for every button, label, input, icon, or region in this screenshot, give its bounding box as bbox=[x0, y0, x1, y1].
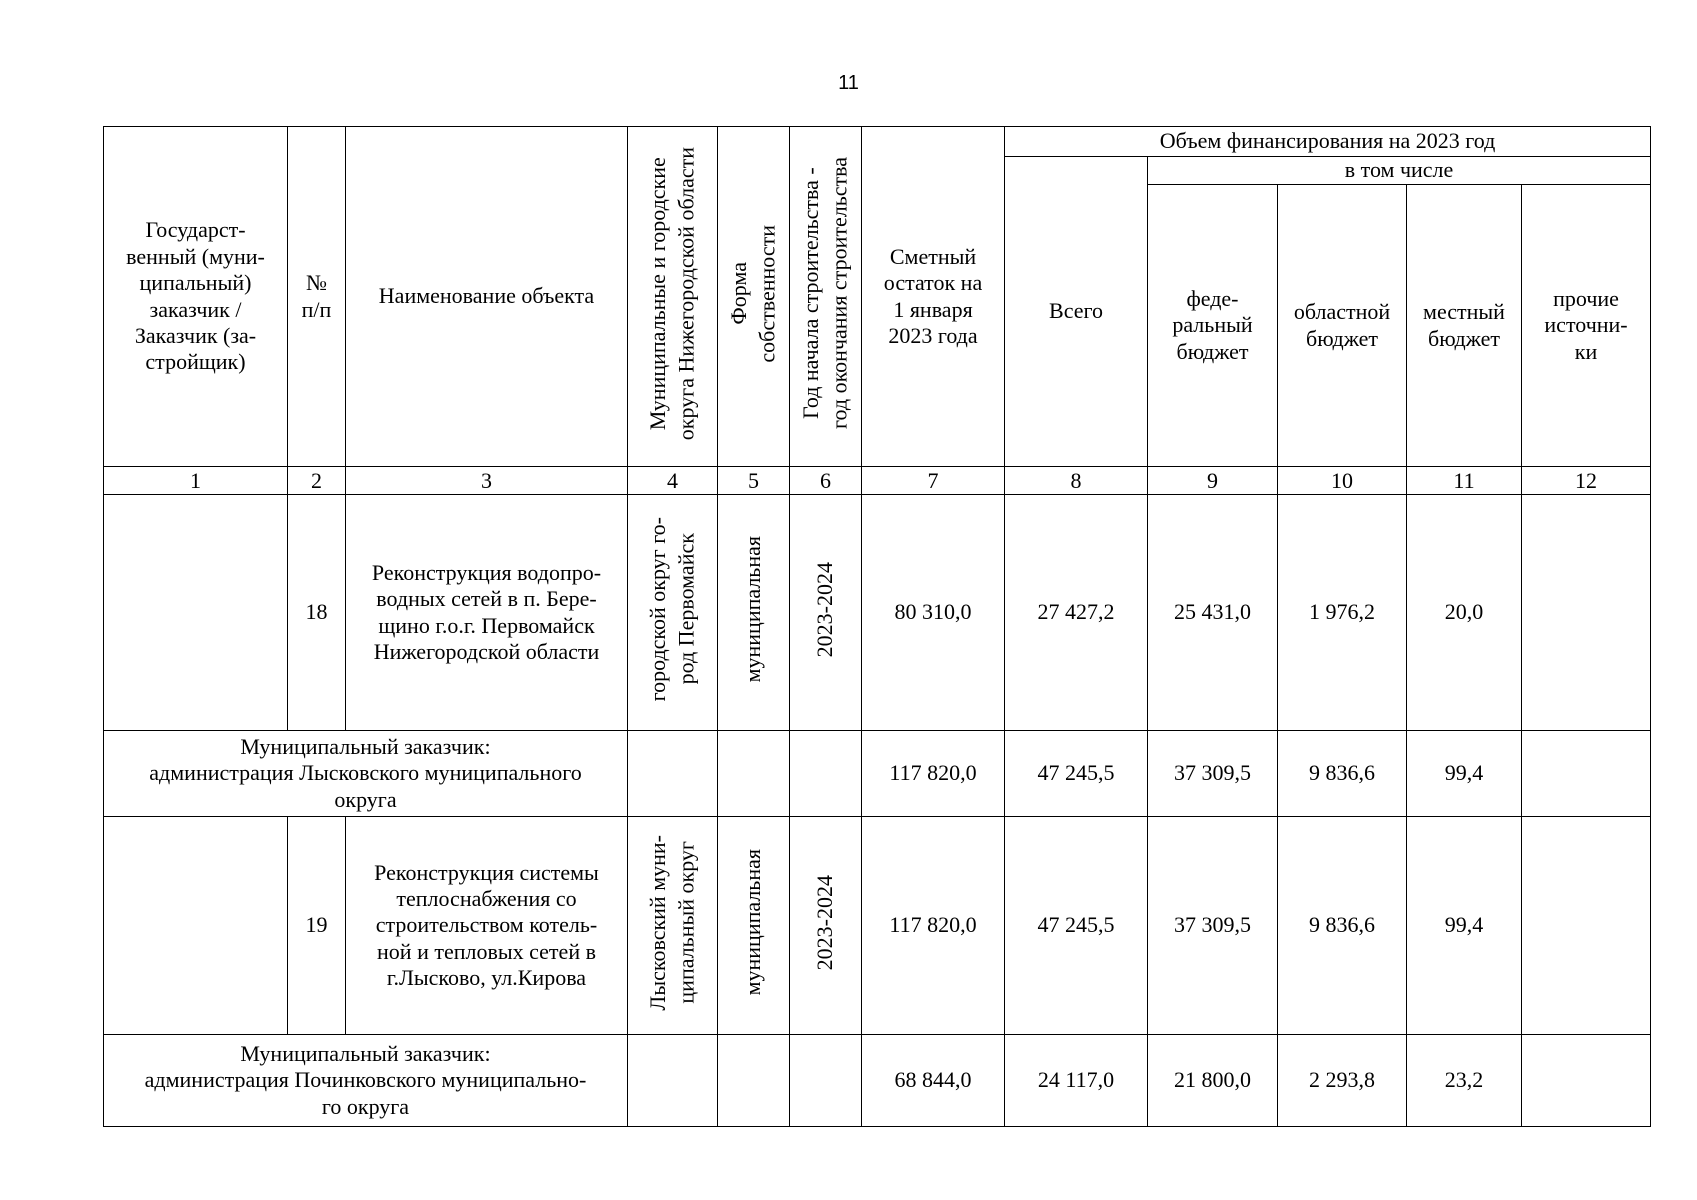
row-remainder: 117 820,0 bbox=[862, 731, 1005, 817]
header-municipality: Муниципальные и городские округа Нижегородской области bbox=[628, 127, 718, 467]
row-other bbox=[1522, 817, 1651, 1035]
header-object-name: Наименование объекта bbox=[346, 127, 628, 467]
row-municipality: городской округ го- род Первомайск bbox=[628, 495, 718, 731]
row-years: 2023-2024 bbox=[790, 817, 862, 1035]
header-federal: феде- ральный бюджет bbox=[1148, 185, 1278, 467]
row-regional: 2 293,8 bbox=[1278, 1035, 1407, 1127]
column-number: 12 bbox=[1522, 467, 1651, 495]
row-customer bbox=[104, 817, 288, 1035]
column-number: 10 bbox=[1278, 467, 1407, 495]
row-federal: 21 800,0 bbox=[1148, 1035, 1278, 1127]
row-federal: 37 309,5 bbox=[1148, 731, 1278, 817]
header-ownership: Форма собственности bbox=[718, 127, 790, 467]
column-number: 6 bbox=[790, 467, 862, 495]
row-regional: 9 836,6 bbox=[1278, 817, 1407, 1035]
table-row bbox=[104, 817, 1651, 1035]
row-years bbox=[790, 731, 862, 817]
column-number: 11 bbox=[1407, 467, 1522, 495]
row-regional: 9 836,6 bbox=[1278, 731, 1407, 817]
header-total: Всего bbox=[1005, 157, 1148, 467]
table-row bbox=[104, 495, 1651, 731]
row-local: 99,4 bbox=[1407, 731, 1522, 817]
column-number: 3 bbox=[346, 467, 628, 495]
row-ownership: муниципальная bbox=[718, 495, 790, 731]
row-years bbox=[790, 1035, 862, 1127]
column-number: 8 bbox=[1005, 467, 1148, 495]
customer-row bbox=[104, 1035, 1651, 1127]
header-num: № п/п bbox=[288, 127, 346, 467]
row-remainder: 68 844,0 bbox=[862, 1035, 1005, 1127]
header-including: в том числе bbox=[1148, 157, 1651, 185]
row-local: 20,0 bbox=[1407, 495, 1522, 731]
row-num: 18 bbox=[288, 495, 346, 731]
row-total: 47 245,5 bbox=[1005, 817, 1148, 1035]
row-ownership bbox=[718, 1035, 790, 1127]
row-other bbox=[1522, 731, 1651, 817]
row-ownership bbox=[718, 731, 790, 817]
row-other bbox=[1522, 1035, 1651, 1127]
header-remainder: Сметный остаток на 1 января 2023 года bbox=[862, 127, 1005, 467]
row-customer bbox=[104, 495, 288, 731]
header-financing: Объем финансирования на 2023 год bbox=[1005, 127, 1651, 157]
header-years: Год начала строительства - год окончания строительства bbox=[790, 127, 862, 467]
header-customer: Государст- венный (муни- ципальный) заказчик / Заказчик (за- стройщик) bbox=[104, 127, 288, 467]
row-object-name: Реконструкция системы теплоснабжения со строительством котель- ной и тепловых сетей в г.Лысково, ул.Кирова bbox=[346, 817, 628, 1035]
header-other: прочие источни- ки bbox=[1522, 185, 1651, 467]
row-years: 2023-2024 bbox=[790, 495, 862, 731]
column-number-row bbox=[104, 467, 1651, 495]
row-federal: 25 431,0 bbox=[1148, 495, 1278, 731]
row-local: 23,2 bbox=[1407, 1035, 1522, 1127]
row-ownership: муниципальная bbox=[718, 817, 790, 1035]
row-municipality bbox=[628, 1035, 718, 1127]
customer-row bbox=[104, 731, 1651, 817]
column-number: 5 bbox=[718, 467, 790, 495]
customer-label: Муниципальный заказчик: администрация Починковского муниципально- го округа bbox=[104, 1035, 628, 1127]
page-number: 11 bbox=[838, 72, 859, 94]
column-number: 7 bbox=[862, 467, 1005, 495]
column-number: 4 bbox=[628, 467, 718, 495]
row-municipality bbox=[628, 731, 718, 817]
column-number: 2 bbox=[288, 467, 346, 495]
row-total: 24 117,0 bbox=[1005, 1035, 1148, 1127]
row-object-name: Реконструкция водопро- водных сетей в п. Бере- щино г.о.г. Первомайск Нижегородской области bbox=[346, 495, 628, 731]
row-total: 47 245,5 bbox=[1005, 731, 1148, 817]
header-regional: областной бюджет bbox=[1278, 185, 1407, 467]
row-total: 27 427,2 bbox=[1005, 495, 1148, 731]
row-regional: 1 976,2 bbox=[1278, 495, 1407, 731]
row-remainder: 80 310,0 bbox=[862, 495, 1005, 731]
column-number: 9 bbox=[1148, 467, 1278, 495]
row-federal: 37 309,5 bbox=[1148, 817, 1278, 1035]
row-num: 19 bbox=[288, 817, 346, 1035]
customer-label: Муниципальный заказчик: администрация Лысковского муниципального округа bbox=[104, 731, 628, 817]
financing-table bbox=[103, 126, 1651, 1127]
column-number: 1 bbox=[104, 467, 288, 495]
row-municipality: Лысковский муни- ципальный округ bbox=[628, 817, 718, 1035]
row-local: 99,4 bbox=[1407, 817, 1522, 1035]
row-remainder: 117 820,0 bbox=[862, 817, 1005, 1035]
header-local: местный бюджет bbox=[1407, 185, 1522, 467]
row-other bbox=[1522, 495, 1651, 731]
